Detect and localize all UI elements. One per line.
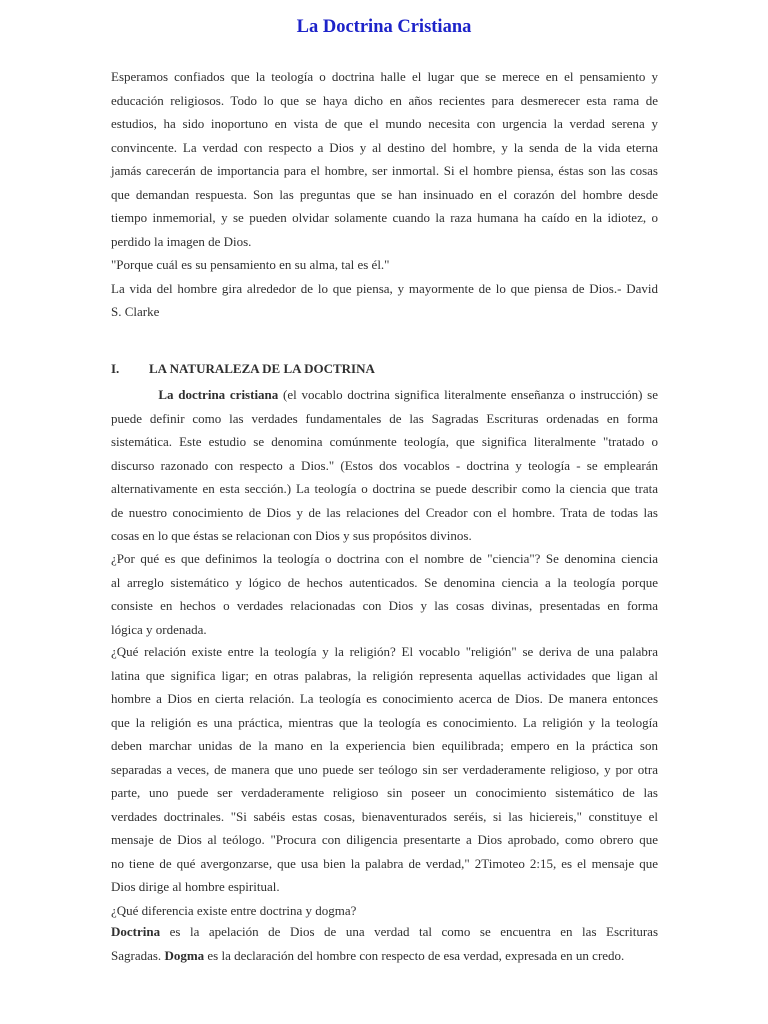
text-line: que la religión es una práctica, mientras que la teología es conocimiento. La religión y la teología <box>111 714 658 730</box>
text-line: verdades doctrinales. "Si sabéis estas cosas, bienaventurados seréis, si las hiciereis," constituye el <box>111 808 658 824</box>
text-line: Sagradas. Dogma es la declaración del hombre con respecto de esa verdad, expresada en un credo. <box>111 947 625 963</box>
text-line: de nuestro conocimiento de Dios y de las relaciones del Creador con el hombre. Trata de todas las <box>111 504 658 520</box>
definition-paragraph <box>111 383 658 548</box>
text-line: cosas en lo que éstas se relacionan con Dios y sus propósitos divinos. <box>111 528 472 543</box>
text-line: consiste en hechos o verdades relacionadas con Dios y las cosas divinas, presentadas en forma <box>111 598 658 613</box>
document-title: La Doctrina Cristiana <box>296 17 472 37</box>
text-line: Esperamos confiados que la teología o doctrina halle el lugar que se merece en el pensamiento y <box>111 69 658 84</box>
text-line: Doctrina es la apelación de Dios de una verdad tal como se encuentra en las Escrituras <box>111 924 658 939</box>
text-line: perdido la imagen de Dios. <box>111 233 252 249</box>
author-line: S. Clarke <box>111 304 160 319</box>
doctrine-dogma-paragraph <box>111 920 658 967</box>
text-line: no tiene de qué avergonzarse, que usa bien la palabra de verdad," 2Timoteo 2:15, es el mensaje que <box>111 855 658 871</box>
text-line: tiempo inmemorial, y se pueden olvidar solamente cuando la raza humana ha caído en la idiotez, o <box>111 210 658 225</box>
text-line: deben marchar unidas de la mano en la experiencia bien equilibrada; empero en la práctica son <box>111 738 658 753</box>
text-line: La vida del hombre gira alrededor de lo que piensa, y mayormente de lo que piensa de Dios.- David <box>111 280 658 296</box>
bold-term: Doctrina <box>111 924 161 939</box>
text-line: puede definir como las verdades fundamentales de las Sagradas Escrituras ordenadas en forma <box>111 410 658 426</box>
text-line: sistemática. Este estudio se denomina comúnmente teología, que significa literalmente "tratado o <box>111 434 658 449</box>
text-line: jamás carecerán de importancia para el hombre, ser inmortal. Si el hombre piensa, éstas son las cosas <box>111 163 658 178</box>
text-line: ¿Por qué es que definimos la teología o doctrina con el nombre de "ciencia"? Se denomina ciencia <box>111 551 658 566</box>
section-number: I. <box>111 361 120 376</box>
text-line: estudios, ha sido inoportuno en vista de que el mundo necesita con urgencia la verdad serena y <box>111 116 658 131</box>
text-line: alternativamente en esta sección.) La teología o doctrina se puede describir como la ciencia que trata <box>111 481 658 496</box>
text-line: ¿Qué relación existe entre la teología y la religión? El vocablo "religión" se deriva de una palabra <box>111 644 658 659</box>
text-line: convincente. La verdad con respecto a Dios y al destino del hombre, y la senda de la vida eterna <box>111 139 658 155</box>
text-line: que demandan respuesta. Son las preguntas que se han insinuado en el corazón del hombre desde <box>111 186 658 202</box>
text-line: Dios dirige al hombre espiritual. <box>111 879 280 894</box>
text-line: parte, uno puede ser verdaderamente religioso sin poseer un conocimiento sistemático de las <box>111 785 658 800</box>
text-line: al arreglo sistemático y lógico de hechos autenticados. Se denomina ciencia a la teología porque <box>111 574 658 590</box>
text-line: latina que significa ligar; en otras palabras, la religión representa aquellas actividades que ligan al <box>111 667 658 683</box>
bold-term: La doctrina cristiana <box>158 387 279 402</box>
question-line: ¿Qué diferencia existe entre doctrina y dogma? <box>111 902 357 918</box>
text-line: educación religiosos. Todo lo que se haya dicho en años recientes para desmerecer esta rama de <box>111 92 658 108</box>
text-line: discurso razonado con respecto a Dios." (Estos dos vocablos - doctrina y teología - se emplearán <box>111 457 658 473</box>
text-line: La doctrina cristiana (el vocablo doctrina significa literalmente enseñanza o instrucción) se <box>158 387 659 402</box>
text-line: hombre a Dios en cierta relación. La teología es conocimiento acerca de Dios. De manera entonces <box>111 691 658 706</box>
section-heading <box>111 361 375 377</box>
text-line: mensaje de Dios al teólogo. "Procura con diligencia presentarte a Dios aprobado, como obrero que <box>111 832 658 847</box>
intro-paragraph <box>111 65 658 324</box>
text-line: lógica y ordenada. <box>111 621 207 637</box>
religion-paragraph <box>111 640 658 922</box>
section-title: LA NATURALEZA DE LA DOCTRINA <box>149 361 375 376</box>
text-line: separadas a veces, de manera que uno puede ser teólogo sin ser verdaderamente religioso, y por otra <box>111 761 658 777</box>
science-paragraph <box>111 547 658 641</box>
quote-line: "Porque cuál es su pensamiento en su alma, tal es él." <box>111 257 390 272</box>
bold-term: Dogma <box>164 947 205 963</box>
